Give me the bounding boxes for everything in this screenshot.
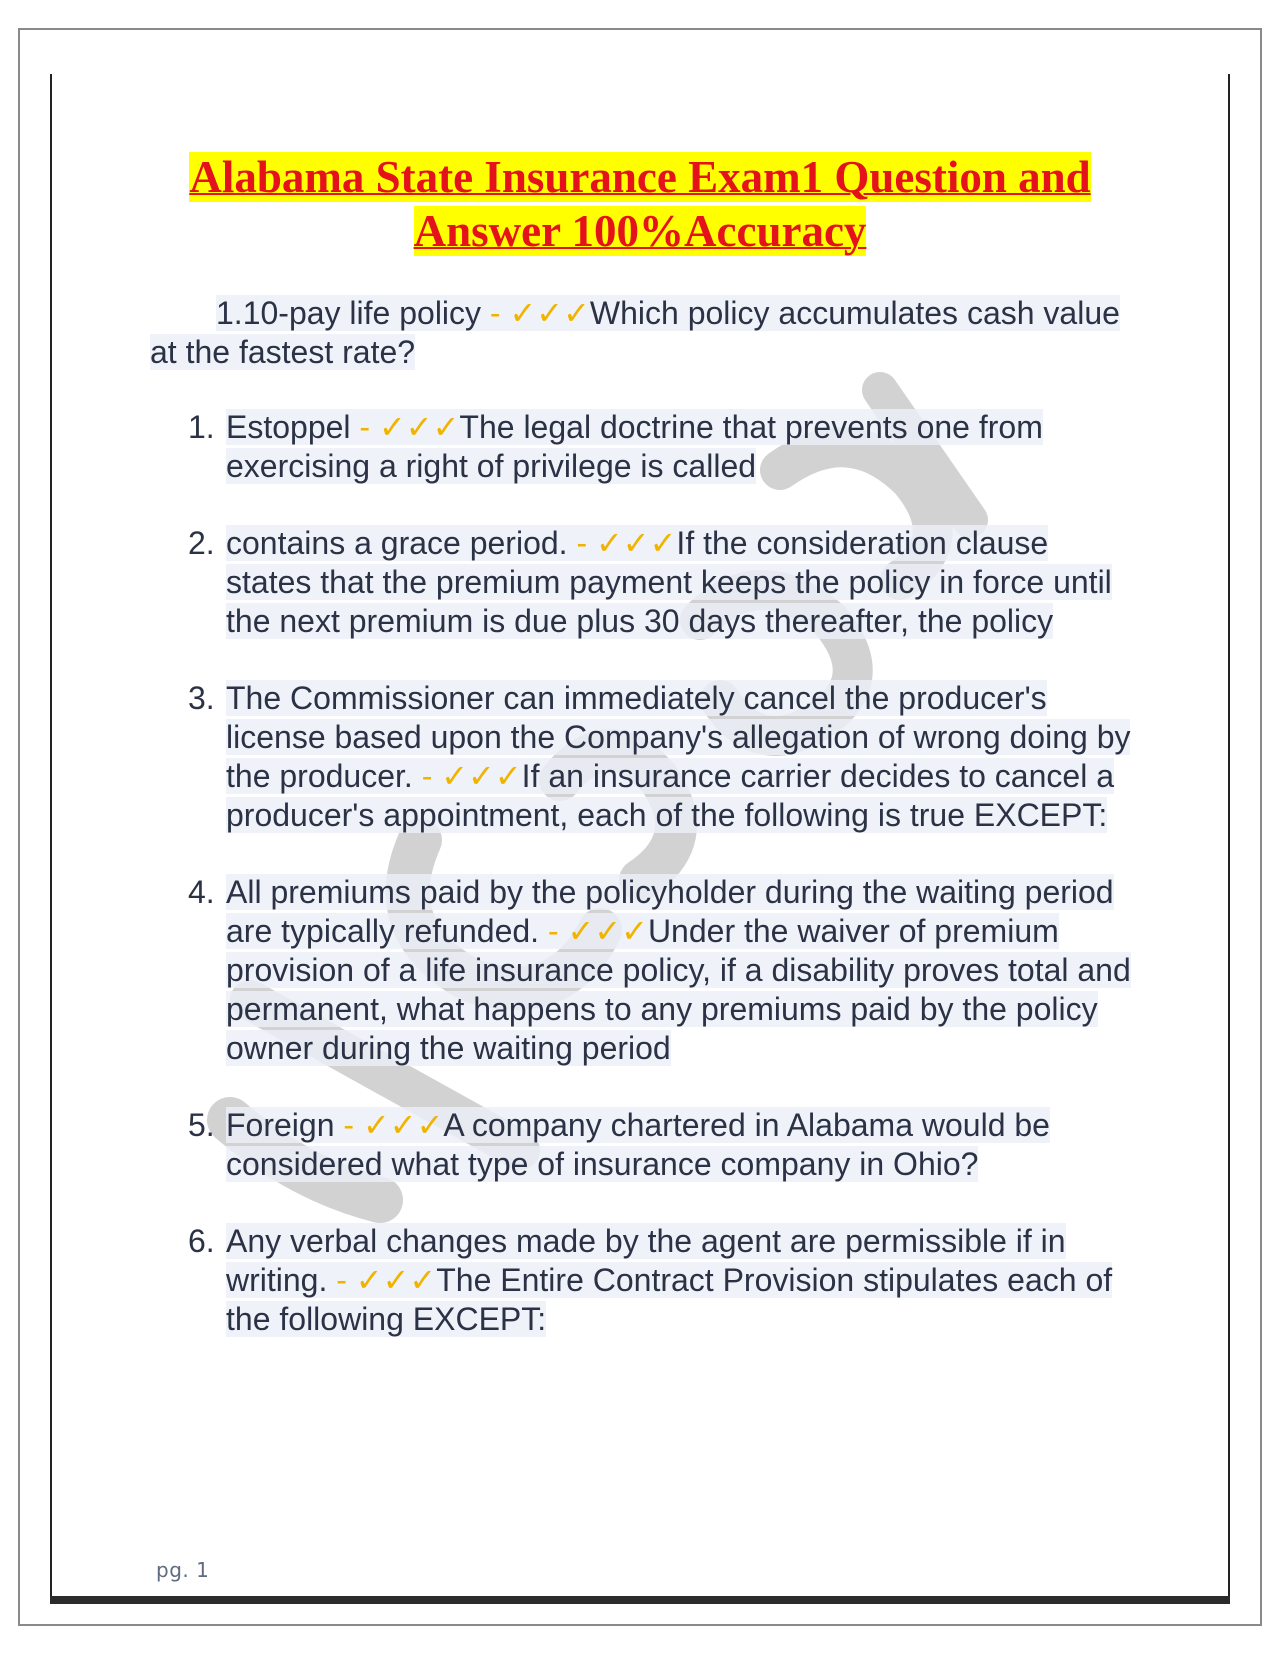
checkmarks-icon: ✓✓✓	[595, 525, 677, 561]
item-answer: contains a grace period.	[226, 525, 568, 561]
answer-separator: -	[539, 913, 568, 949]
list-item	[150, 679, 1135, 835]
list-item	[150, 873, 1135, 1068]
item-answer: Estoppel	[226, 409, 351, 445]
checkmarks-icon: ✓✓✓	[509, 295, 590, 331]
item-answer: Any verbal changes made by the agent are permissible if in writing.	[226, 1223, 1066, 1298]
item-answer: All premiums paid by the policyholder during the waiting period are typically refunded.	[226, 874, 1114, 949]
item-answer: The Commissioner can immediately cancel the producer's license based upon the Company's allegation of wrong doing by the producer.	[226, 680, 1131, 794]
checkmarks-icon: ✓✓✓	[355, 1262, 437, 1298]
qa-list	[150, 408, 1135, 1339]
document-title	[150, 150, 1130, 258]
item-question: Under the waiver of premium provision of a life insurance policy, if a disability proves total and permanent, what happens to any premiums paid by the policy owner during the waiting period	[226, 913, 1131, 1066]
checkmarks-icon: ✓✓✓	[441, 758, 522, 794]
answer-separator: -	[412, 758, 442, 794]
list-item	[150, 524, 1135, 641]
answer-separator: -	[350, 409, 379, 445]
item-answer: Foreign	[226, 1107, 335, 1143]
item-question: The legal doctrine that prevents one from exercising a right of privilege is called	[226, 409, 1043, 484]
checkmarks-icon: ✓✓✓	[378, 409, 460, 445]
item-question: The Entire Contract Provision stipulates each of the following EXCEPT:	[226, 1262, 1113, 1337]
list-item	[150, 1106, 1135, 1184]
item-number: 3.	[188, 680, 215, 716]
title-line-2: Answer 100%Accuracy	[413, 206, 867, 256]
item-number: 2.	[188, 525, 215, 561]
page-bottom-border	[50, 1596, 1230, 1604]
answer-separator: -	[327, 1262, 356, 1298]
page-number: pg. 1	[156, 1558, 210, 1582]
item-number: 6.	[188, 1223, 215, 1259]
item-question: A company chartered in Alabama would be considered what type of insurance company in Ohio?	[226, 1107, 1050, 1182]
title-line-1: Alabama State Insurance Exam1 Question and	[189, 152, 1091, 202]
intro-question: Which policy accumulates cash value at the fastest rate?	[150, 295, 1120, 370]
checkmarks-icon: ✓✓✓	[362, 1107, 444, 1143]
answer-separator: -	[481, 295, 510, 331]
checkmarks-icon: ✓✓✓	[567, 913, 648, 949]
list-item	[150, 408, 1135, 486]
intro-answer: 1.10-pay life policy	[216, 295, 482, 331]
qa-content	[150, 294, 1135, 1377]
intro-item	[150, 294, 1135, 372]
item-number: 4.	[188, 874, 215, 910]
item-question: If the consideration clause states that the premium payment keeps the policy in force until the next premium is due plus 30 days thereafter, the policy	[226, 525, 1112, 639]
list-item	[150, 1222, 1135, 1339]
item-question: If an insurance carrier decides to cancel a producer's appointment, each of the following is true EXCEPT:	[226, 758, 1114, 833]
item-number: 1.	[188, 409, 215, 445]
item-number: 5.	[188, 1107, 215, 1143]
answer-separator: -	[567, 525, 596, 561]
answer-separator: -	[334, 1107, 363, 1143]
